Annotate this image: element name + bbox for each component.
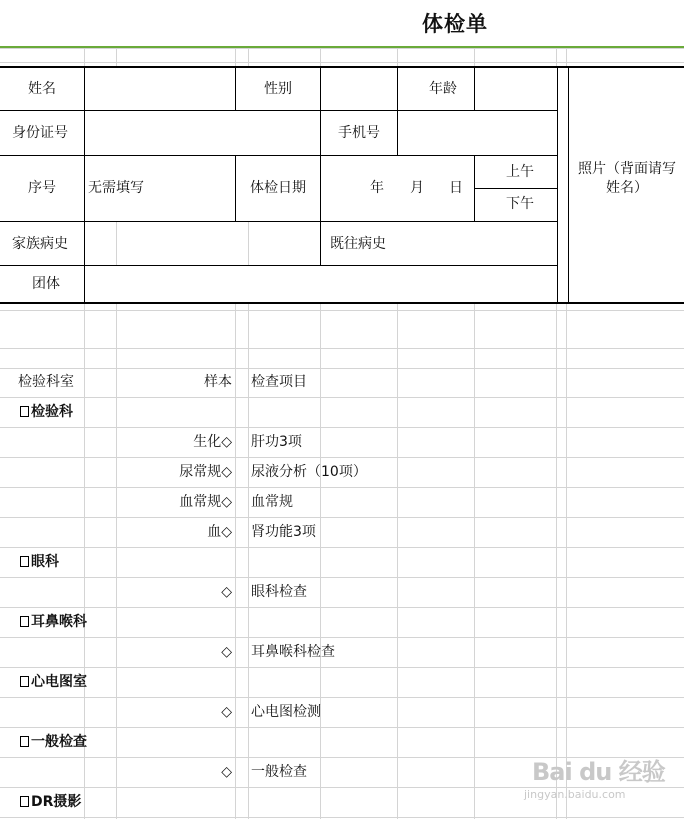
grid-line (0, 348, 684, 349)
grid-line (0, 667, 684, 668)
form-border (0, 302, 684, 304)
grid-line (397, 304, 398, 819)
id-label: 身份证号 (12, 125, 68, 141)
grid-line (0, 817, 684, 818)
grid-line (0, 457, 684, 458)
grid-line (566, 48, 567, 66)
grid-line (474, 304, 475, 819)
grid-line (556, 48, 557, 66)
exam-dept-row (20, 553, 59, 571)
exam-item: 一般检查 (251, 764, 307, 780)
grid-line (566, 304, 567, 819)
grid-line (320, 304, 321, 819)
exam-sample[interactable]: ◇ (221, 764, 232, 780)
date-label: 体检日期 (250, 180, 306, 196)
dept-name: 检验科 (31, 404, 73, 420)
group-label: 团体 (32, 276, 60, 292)
grid-line (248, 304, 249, 819)
grid-line (0, 62, 684, 63)
grid-line (248, 222, 249, 266)
exam-dept-row (20, 733, 87, 751)
exam-dept-row (20, 403, 73, 421)
grid-line (0, 727, 684, 728)
item-header: 检查项目 (251, 374, 307, 390)
gender-label: 性别 (264, 81, 292, 97)
grid-line (556, 304, 557, 819)
grid-line (397, 48, 398, 66)
grid-line (84, 48, 85, 66)
exam-dept-row (20, 793, 81, 811)
page-title: 体检单 (422, 11, 488, 36)
checkbox-icon[interactable] (20, 676, 29, 687)
phone-label: 手机号 (338, 125, 380, 141)
dept-name: 一般检查 (31, 734, 87, 750)
exam-sample[interactable]: 尿常规◇ (179, 464, 232, 480)
grid-line (0, 48, 684, 49)
dept-name: 耳鼻喉科 (31, 614, 87, 630)
exam-item: 耳鼻喉科检查 (251, 644, 335, 660)
age-label: 年龄 (429, 81, 457, 97)
exam-sample[interactable]: 生化◇ (193, 434, 232, 450)
grid-line (320, 48, 321, 66)
grid-line (116, 304, 117, 819)
grid-line (0, 427, 684, 428)
grid-line (0, 487, 684, 488)
grid-line (116, 222, 117, 266)
form-border (475, 188, 558, 189)
grid-line (235, 304, 236, 819)
grid-line (0, 577, 684, 578)
grid-line (0, 697, 684, 698)
exam-item: 肝功3项 (251, 434, 302, 450)
checkbox-icon[interactable] (20, 556, 29, 567)
form-border (320, 221, 321, 266)
day-label: 日 (449, 180, 463, 196)
grid-line (0, 547, 684, 548)
year-label: 年 (370, 180, 384, 196)
photo-label: 照片（背面请写姓名） (578, 161, 676, 196)
grid-line (248, 48, 249, 66)
pm-label: 下午 (506, 196, 534, 212)
name-label: 姓名 (28, 81, 56, 97)
grid-line (116, 48, 117, 66)
exam-sample[interactable]: ◇ (221, 584, 232, 600)
family-history-label: 家族病史 (12, 236, 68, 252)
exam-sample[interactable]: ◇ (221, 704, 232, 720)
grid-line (474, 48, 475, 66)
form-border (0, 66, 684, 68)
form-border (320, 66, 321, 111)
checkbox-icon[interactable] (20, 616, 29, 627)
form-border (84, 66, 85, 304)
exam-sample[interactable]: ◇ (221, 644, 232, 660)
exam-sample[interactable]: 血◇ (207, 524, 232, 540)
exam-item: 尿液分析（10项） (251, 464, 367, 480)
exam-item: 肾功能3项 (251, 524, 316, 540)
am-label: 上午 (506, 164, 534, 180)
dept-name: 眼科 (31, 554, 59, 570)
seq-label: 序号 (28, 180, 56, 196)
checkbox-icon[interactable] (20, 796, 29, 807)
watermark-brand: Bai du 经验 (532, 758, 665, 786)
exam-item: 血常规 (251, 494, 293, 510)
grid-line (0, 637, 684, 638)
exam-sample[interactable]: 血常规◇ (179, 494, 232, 510)
exam-dept-row (20, 613, 87, 631)
form-border (557, 66, 558, 304)
form-border (568, 66, 569, 304)
dept-header: 检验科室 (18, 374, 74, 390)
dept-name: DR摄影 (31, 794, 82, 810)
grid-line (0, 607, 684, 608)
exam-item: 心电图检测 (251, 704, 321, 720)
grid-line (0, 368, 684, 369)
grid-line (0, 310, 684, 311)
watermark-url: jingyan.baidu.com (524, 788, 626, 801)
checkbox-icon[interactable] (20, 406, 29, 417)
dept-name: 心电图室 (31, 674, 87, 690)
grid-line (0, 397, 684, 398)
exam-dept-row (20, 673, 87, 691)
sample-header: 样本 (204, 374, 232, 390)
seq-value: 无需填写 (88, 180, 144, 196)
month-label: 月 (410, 180, 424, 196)
past-history-label: 既往病史 (330, 236, 386, 252)
checkbox-icon[interactable] (20, 736, 29, 747)
grid-line (0, 517, 684, 518)
grid-line (235, 48, 236, 66)
exam-item: 眼科检查 (251, 584, 307, 600)
